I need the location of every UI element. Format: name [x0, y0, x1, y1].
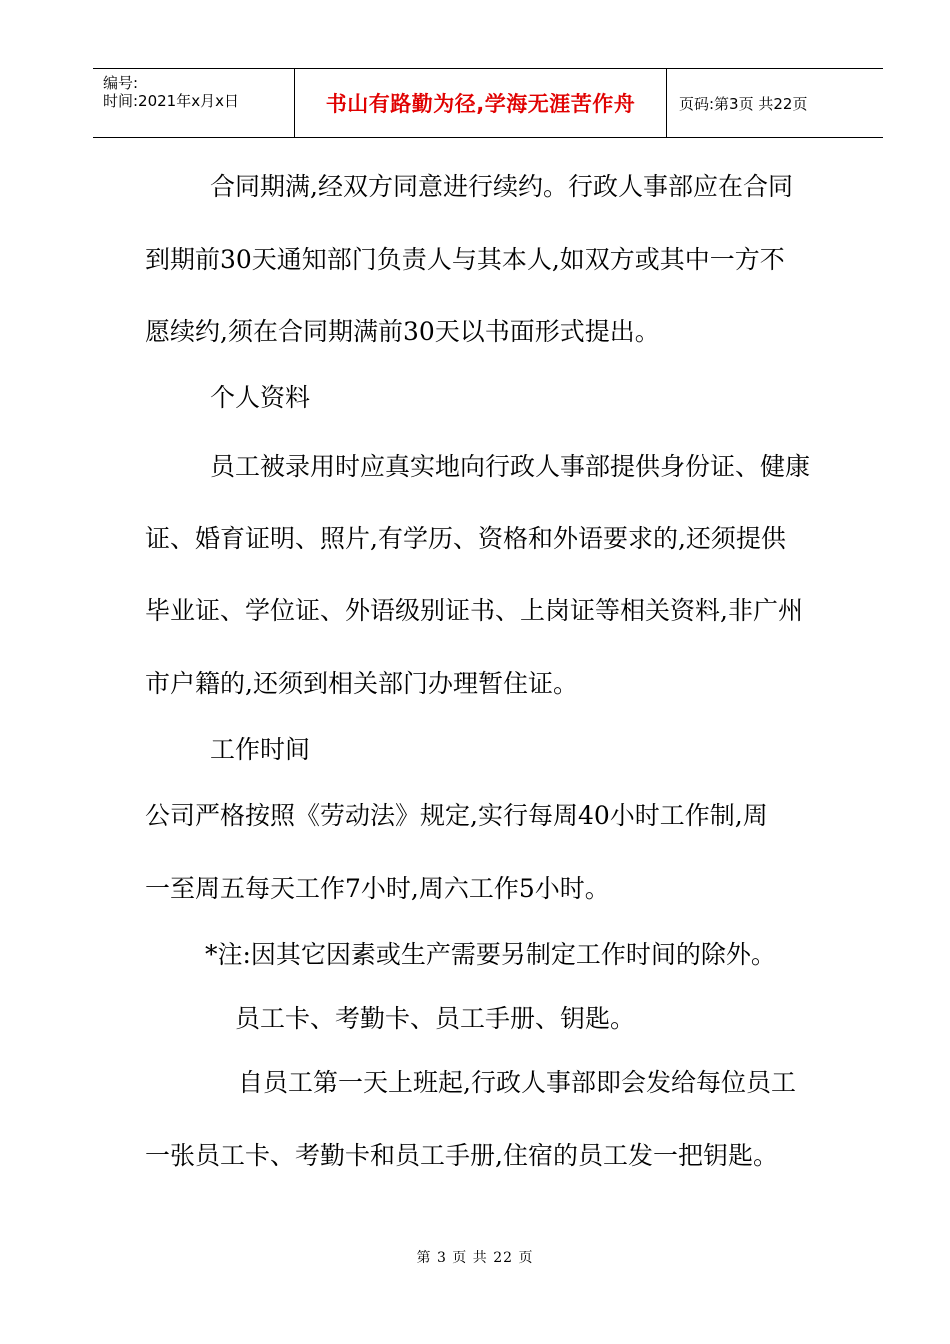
header-meta-cell	[93, 69, 295, 137]
paragraph-line: 市户籍的,还须到相关部门办理暂住证。	[145, 669, 578, 698]
section-heading: 个人资料	[210, 383, 311, 412]
paragraph-line: 愿续约,须在合同期满前30天以书面形式提出。	[145, 317, 660, 346]
paragraph-line: 到期前30天通知部门负责人与其本人,如双方或其中一方不	[145, 245, 785, 274]
paragraph-line: 合同期满,经双方同意进行续约。行政人事部应在合同	[210, 172, 793, 201]
paragraph-line: 员工被录用时应真实地向行政人事部提供身份证、健康	[210, 452, 811, 481]
paragraph-line: 毕业证、学位证、外语级别证书、上岗证等相关资料,非广州	[145, 596, 803, 625]
section-heading: 工作时间	[210, 735, 311, 764]
page-header	[93, 68, 883, 138]
header-motto: 书山有路勤为径,学海无涯苦作舟	[325, 92, 636, 116]
paragraph-line: 一张员工卡、考勤卡和员工手册,住宿的员工发一把钥匙。	[145, 1141, 778, 1170]
header-page-cell	[667, 69, 883, 137]
page-footer: 第 3 页 共 22 页	[416, 1250, 534, 1266]
header-page-info: 页码:第3页 共22页	[679, 94, 808, 113]
paragraph-line: 一至周五每天工作7小时,周六工作5小时。	[145, 874, 610, 903]
document-number-label: 编号:	[103, 74, 139, 92]
paragraph-line: 自员工第一天上班起,行政人事部即会发给每位员工	[238, 1068, 796, 1097]
section-heading: 员工卡、考勤卡、员工手册、钥匙。	[235, 1004, 636, 1033]
note-line: *注:因其它因素或生产需要另制定工作时间的除外。	[205, 940, 776, 969]
paragraph-line: 证、婚育证明、照片,有学历、资格和外语要求的,还须提供	[145, 524, 786, 553]
header-motto-cell	[295, 69, 667, 137]
document-time-label: 时间:2021年x月x日	[103, 92, 239, 110]
paragraph-line: 公司严格按照《劳动法》规定,实行每周40小时工作制,周	[145, 801, 768, 830]
